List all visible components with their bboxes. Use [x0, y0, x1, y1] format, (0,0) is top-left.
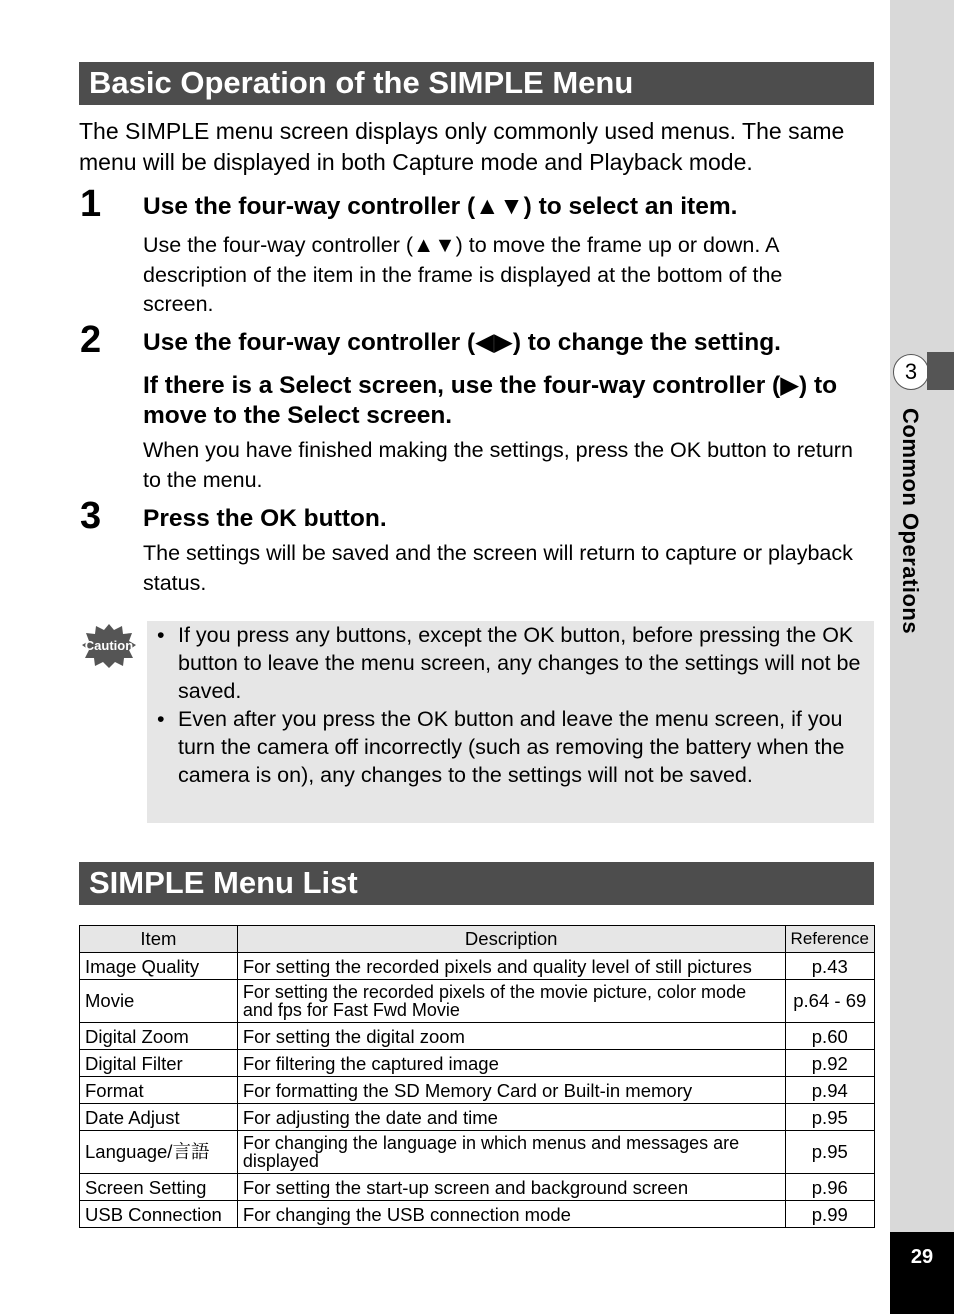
chapter-number: 3	[893, 354, 929, 390]
row-reference: p.99	[785, 1201, 874, 1228]
step-1-number: 1	[80, 183, 102, 225]
table-row	[80, 1174, 875, 1201]
step-3-body: The settings will be saved and the screen will return to capture or playback status.	[143, 541, 853, 595]
row-description: For setting the recorded pixels and quality level of still pictures	[237, 953, 785, 980]
page-number: 29	[890, 1232, 954, 1314]
table-row	[80, 953, 875, 980]
row-description: For changing the language in which menus and messages are displayed	[237, 1131, 785, 1174]
row-reference: p.94	[785, 1077, 874, 1104]
column-header-item: Item	[80, 926, 238, 953]
section-title-menu-list: SIMPLE Menu List	[79, 862, 874, 905]
row-item: Format	[80, 1077, 238, 1104]
table-row	[80, 1050, 875, 1077]
row-description: For adjusting the date and time	[237, 1104, 785, 1131]
simple-menu-table	[79, 925, 875, 1228]
caution-item	[157, 705, 862, 789]
caution-item-text: Even after you press the OK button and leave the menu screen, if you turn the camera off incorrectly (such as removing the battery when the camera is on), any changes to the settings will not be saved.	[178, 707, 845, 787]
row-description: For setting the start-up screen and background screen	[237, 1174, 785, 1201]
table-row	[80, 1201, 875, 1228]
row-description: For setting the recorded pixels of the movie picture, color mode and fps for Fast Fwd Movie	[237, 980, 785, 1023]
chapter-side-tab	[890, 0, 954, 1314]
caution-icon	[81, 622, 137, 668]
caution-list	[157, 621, 862, 789]
row-reference: p.95	[785, 1131, 874, 1174]
row-reference: p.43	[785, 953, 874, 980]
caution-item-text: If you press any buttons, except the OK button, before pressing the OK button to leave the menu screen, any changes to the settings will not be saved.	[178, 623, 861, 703]
table-row	[80, 1104, 875, 1131]
step-2-title-secondary: If there is a Select screen, use the four-way controller (▶) to move to the Select screen.	[143, 372, 838, 429]
row-item: Date Adjust	[80, 1104, 238, 1131]
step-2-body: When you have finished making the settings, press the OK button to return to the menu.	[143, 438, 853, 492]
table-row	[80, 1023, 875, 1050]
caution-icon-label: Caution	[84, 638, 134, 653]
step-3-number: 3	[80, 495, 102, 537]
row-description: For filtering the captured image	[237, 1050, 785, 1077]
bullet-marker: •	[157, 707, 165, 731]
row-description: For changing the USB connection mode	[237, 1201, 785, 1228]
step-1-body: Use the four-way controller (▲▼) to move the frame up or down. A description of the item in the frame is displayed at the bottom of the screen.	[143, 233, 783, 316]
table-row	[80, 980, 875, 1023]
row-item: Screen Setting	[80, 1174, 238, 1201]
section-title-basic-operation: Basic Operation of the SIMPLE Menu	[79, 62, 874, 105]
caution-item	[157, 621, 862, 705]
row-reference: p.95	[785, 1104, 874, 1131]
column-header-description: Description	[237, 926, 785, 953]
row-description: For setting the digital zoom	[237, 1023, 785, 1050]
step-3-title: Press the OK button.	[143, 505, 387, 532]
table-row	[80, 1131, 875, 1174]
row-reference: p.64 - 69	[785, 980, 874, 1023]
row-reference: p.60	[785, 1023, 874, 1050]
row-item: Digital Filter	[80, 1050, 238, 1077]
intro-paragraph: The SIMPLE menu screen displays only commonly used menus. The same menu will be displayed in both Capture mode and Playback mode.	[79, 118, 845, 175]
step-2-title: Use the four-way controller (◀▶) to change the setting.	[143, 329, 781, 356]
step-2-number: 2	[80, 319, 102, 361]
table-row	[80, 1077, 875, 1104]
row-reference: p.92	[785, 1050, 874, 1077]
row-item: Language/言語	[80, 1131, 238, 1174]
bullet-marker: •	[157, 623, 165, 647]
chapter-marker	[927, 352, 954, 390]
row-reference: p.96	[785, 1174, 874, 1201]
row-description: For formatting the SD Memory Card or Built-in memory	[237, 1077, 785, 1104]
table-header-row	[80, 926, 875, 953]
chapter-title: Common Operations	[898, 408, 923, 635]
row-item: Movie	[80, 980, 238, 1023]
row-item: Image Quality	[80, 953, 238, 980]
caution-box	[147, 621, 874, 823]
step-1-title: Use the four-way controller (▲▼) to select an item.	[143, 193, 738, 220]
column-header-reference: Reference	[785, 926, 874, 953]
row-item: Digital Zoom	[80, 1023, 238, 1050]
row-item: USB Connection	[80, 1201, 238, 1228]
